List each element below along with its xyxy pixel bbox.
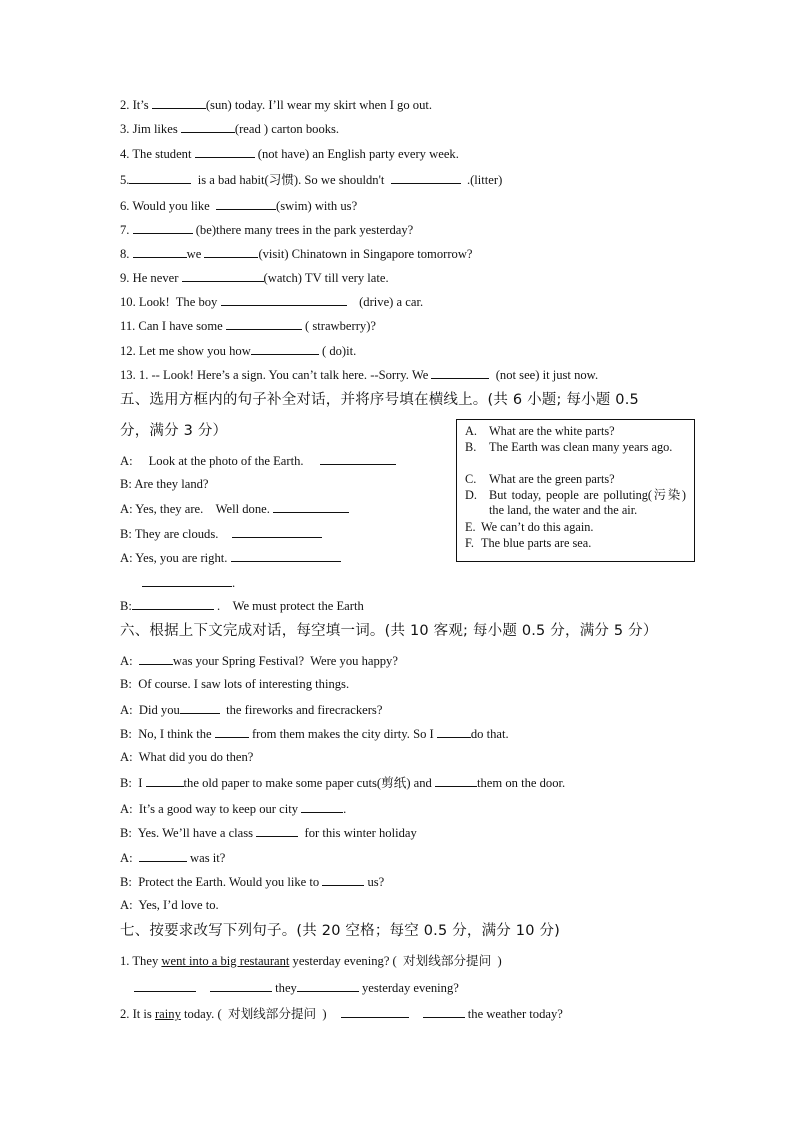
answer-blank[interactable]	[195, 145, 255, 158]
answer-blank[interactable]	[431, 366, 489, 379]
answer-blank[interactable]	[216, 197, 276, 210]
option-a: A. What are the white parts?	[465, 424, 615, 438]
question-13: 13. 1. -- Look! Here’s a sign. You can’t talk here. --Sorry. We (not see) it just now.	[120, 368, 599, 382]
answer-blank[interactable]	[182, 269, 264, 282]
dialog-line: A: Yes, you are right.	[120, 549, 341, 566]
rewrite-question-1: 1. They went into a big restaurant yesterday evening? ( 对划线部分提问 )	[120, 954, 502, 968]
section-5-heading: 五、选用方框内的句子补全对话，并将序号填在横线上。(共 6 小题; 每小题 0.5	[120, 392, 639, 408]
answer-blank[interactable]	[322, 873, 364, 886]
answer-blank[interactable]	[152, 96, 206, 109]
answer-blank[interactable]	[146, 774, 184, 787]
dialog-line: B: They are clouds.	[120, 525, 322, 542]
question-2: 2. It’s (sun) today. I’ll wear my skirt when I go out.	[120, 98, 433, 112]
section-5-heading-cont: 分，满分 3 分）	[120, 423, 228, 439]
answer-blank[interactable]	[256, 824, 298, 837]
dialog-line: A: What did you do then?	[120, 750, 254, 764]
question-6: 6. Would you like (swim) with us?	[120, 199, 358, 213]
answer-blank[interactable]	[423, 1005, 465, 1018]
dialog-line: B: I the old paper to make some paper cuts(剪纸) and them on the door.	[120, 776, 566, 790]
option-c: C. What are the green parts?	[465, 472, 615, 486]
answer-blank[interactable]	[391, 171, 461, 184]
option-e: E. We can’t do this again.	[465, 520, 594, 534]
answer-blank[interactable]	[134, 979, 196, 992]
answer-blank[interactable]	[204, 245, 258, 258]
dialog-line: B: Are they land?	[120, 477, 209, 491]
section-7-heading: 七、按要求改写下列句子。(共 20 空格；每空 0.5 分，满分 10 分)	[120, 923, 561, 939]
question-9: 9. He never (watch) TV till very late.	[120, 271, 389, 285]
underlined-word: rainy	[154, 1007, 181, 1021]
option-f: F. The blue parts are sea.	[465, 536, 592, 550]
dialog-line: B: Yes. We’ll have a class for this winter holiday	[120, 826, 417, 840]
answer-blank[interactable]	[437, 725, 471, 738]
answer-blank[interactable]	[139, 652, 173, 665]
answer-blank[interactable]	[297, 979, 359, 992]
answer-blank[interactable]	[320, 452, 396, 465]
answer-blank[interactable]	[129, 171, 191, 184]
answer-blank[interactable]	[210, 979, 272, 992]
question-7: 7. (be)there many trees in the park yesterday?	[120, 223, 414, 237]
answer-blank[interactable]	[273, 500, 349, 513]
answer-blank[interactable]	[232, 525, 322, 538]
option-d: D. But today, people are polluting(污染) the land, the water and the air.	[465, 488, 686, 517]
question-12: 12. Let me show you how ( do)it.	[120, 344, 357, 358]
dialog-line: A: was your Spring Festival? Were you happy?	[120, 654, 398, 668]
answer-blank[interactable]	[133, 245, 187, 258]
dialog-line: B: Protect the Earth. Would you like to us?	[120, 875, 385, 889]
answer-blank[interactable]	[435, 774, 477, 787]
question-8: 8. we (visit) Chinatown in Singapore tomorrow?	[120, 247, 473, 261]
answer-blank[interactable]	[142, 574, 232, 587]
dialog-line: A: Look at the photo of the Earth.	[120, 452, 396, 469]
answer-blank[interactable]	[132, 597, 214, 610]
question-11: 11. Can I have some ( strawberry)?	[120, 319, 376, 333]
dialog-line: A: It’s a good way to keep our city .	[120, 802, 347, 816]
answer-blank[interactable]	[133, 221, 193, 234]
answer-blank[interactable]	[221, 293, 347, 306]
dialog-line: A: Yes, I’d love to.	[120, 898, 219, 912]
section-6-heading: 六、根据上下文完成对话，每空填一词。(共 10 客观; 每小题 0.5 分，满分 5 分）	[120, 623, 658, 639]
dialog-line: B: No, I think the from them makes the city dirty. So I do that.	[120, 727, 509, 741]
answer-blank[interactable]	[181, 120, 235, 133]
option-b: B. The Earth was clean many years ago.	[465, 440, 673, 454]
dialog-line: A: was it?	[120, 851, 226, 865]
dialog-line: B: . We must protect the Earth	[120, 599, 364, 613]
answer-blank[interactable]	[251, 342, 319, 355]
answer-blank[interactable]	[226, 317, 302, 330]
options-box	[456, 419, 695, 562]
answer-blank[interactable]	[301, 800, 343, 813]
answer-blank[interactable]	[180, 701, 220, 714]
question-10: 10. Look! The boy (drive) a car.	[120, 295, 424, 309]
dialog-line: B: Of course. I saw lots of interesting things.	[120, 677, 350, 691]
answer-blank[interactable]	[215, 725, 249, 738]
question-3: 3. Jim likes (read ) carton books.	[120, 122, 340, 136]
dialog-line: A: Yes, they are. Well done.	[120, 500, 349, 517]
underlined-phrase: went into a big restaurant	[161, 954, 290, 968]
answer-blank[interactable]	[231, 549, 341, 562]
rewrite-answer-1: they yesterday evening?	[134, 979, 459, 996]
dialog-line: A: Did you the fireworks and firecrackers?	[120, 703, 383, 717]
question-5: 5. is a bad habit(习惯). So we shouldn't .(litter)	[120, 173, 503, 187]
question-4: 4. The student (not have) an English party every week.	[120, 147, 459, 161]
answer-blank[interactable]	[341, 1005, 409, 1018]
answer-blank[interactable]	[139, 849, 187, 862]
rewrite-question-2: 2. It is rainy today. ( 对划线部分提问 ) the weather today?	[120, 1007, 563, 1021]
dialog-line: .	[142, 574, 235, 591]
